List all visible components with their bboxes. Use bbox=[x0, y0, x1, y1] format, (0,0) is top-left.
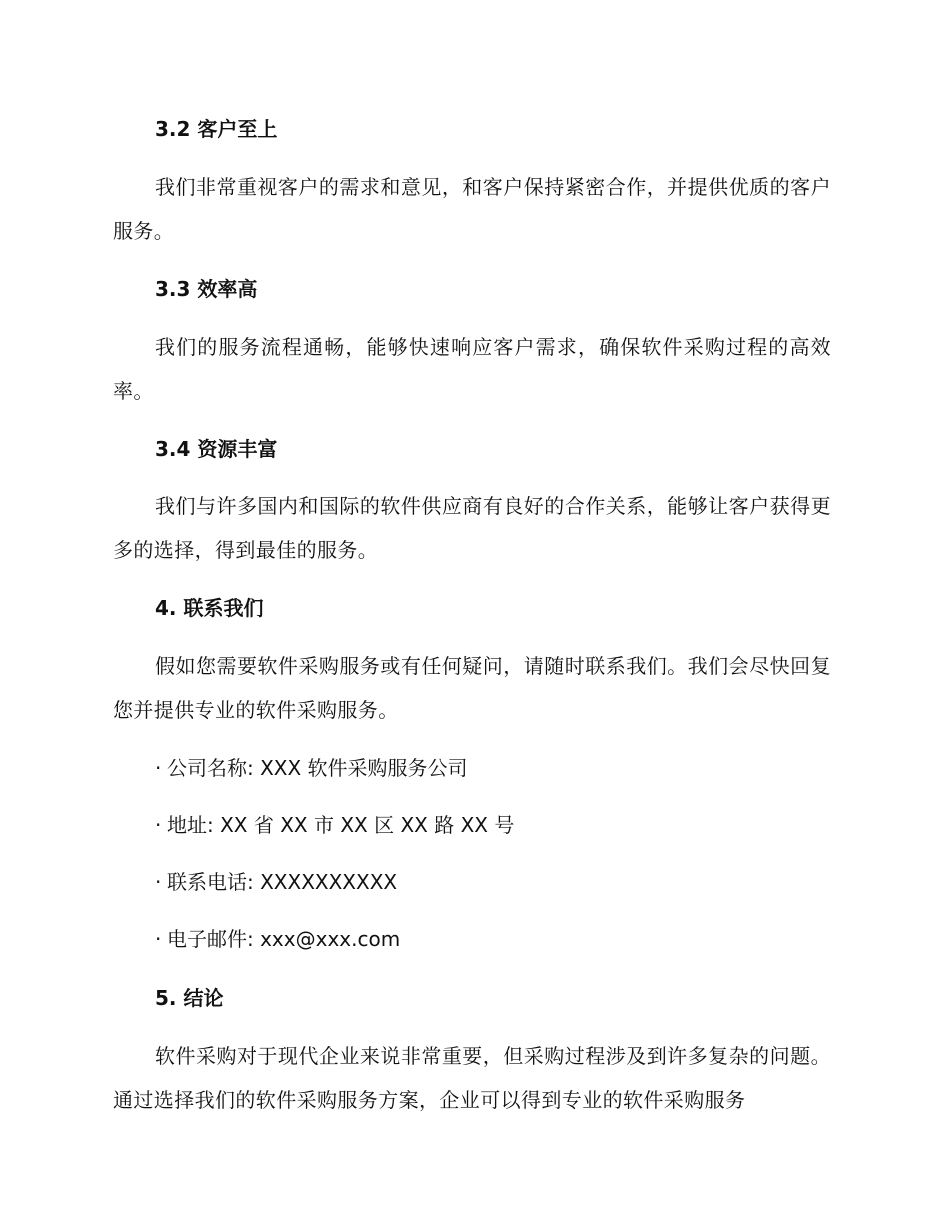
contact-email-text: 电子邮件: xxx@xxx.com bbox=[167, 927, 401, 951]
section-heading-3-3: 3.3 效率高 bbox=[155, 277, 258, 301]
section-body-5: 软件采购对于现代企业来说非常重要，但采购过程涉及到许多复杂的问题。通过选择我们的软件采购服务方案，企业可以得到专业的软件采购服务 bbox=[113, 1044, 831, 1112]
contact-phone-text: 联系电话: XXXXXXXXXX bbox=[167, 870, 398, 894]
bullet-dot: · bbox=[155, 870, 162, 894]
contact-item-company bbox=[155, 754, 468, 782]
contact-address-text: 地址: XX 省 XX 市 XX 区 XX 路 XX 号 bbox=[167, 813, 515, 837]
contact-item-address bbox=[155, 811, 514, 839]
section-body-3-2: 我们非常重视客户的需求和意见，和客户保持紧密合作，并提供优质的客户服务。 bbox=[113, 175, 831, 243]
bullet-dot: · bbox=[155, 813, 162, 837]
section-heading-3-2: 3.2 客户至上 bbox=[155, 117, 278, 141]
section-body-3-4: 我们与许多国内和国际的软件供应商有良好的合作关系，能够让客户获得更多的选择，得到最佳的服务。 bbox=[113, 494, 831, 562]
section-body-3-3: 我们的服务流程通畅，能够快速响应客户需求，确保软件采购过程的高效率。 bbox=[113, 335, 831, 403]
section-body-4: 假如您需要软件采购服务或有任何疑问，请随时联系我们。我们会尽快回复您并提供专业的软件采购服务。 bbox=[113, 654, 831, 722]
section-heading-3-4: 3.4 资源丰富 bbox=[155, 437, 278, 461]
section-heading-4: 4. 联系我们 bbox=[155, 596, 264, 620]
bullet-dot: · bbox=[155, 927, 162, 951]
bullet-dot: · bbox=[155, 756, 162, 780]
contact-item-phone bbox=[155, 868, 397, 896]
section-heading-5: 5. 结论 bbox=[155, 986, 224, 1010]
contact-item-email bbox=[155, 925, 400, 953]
contact-company-text: 公司名称: XXX 软件采购服务公司 bbox=[167, 756, 468, 780]
